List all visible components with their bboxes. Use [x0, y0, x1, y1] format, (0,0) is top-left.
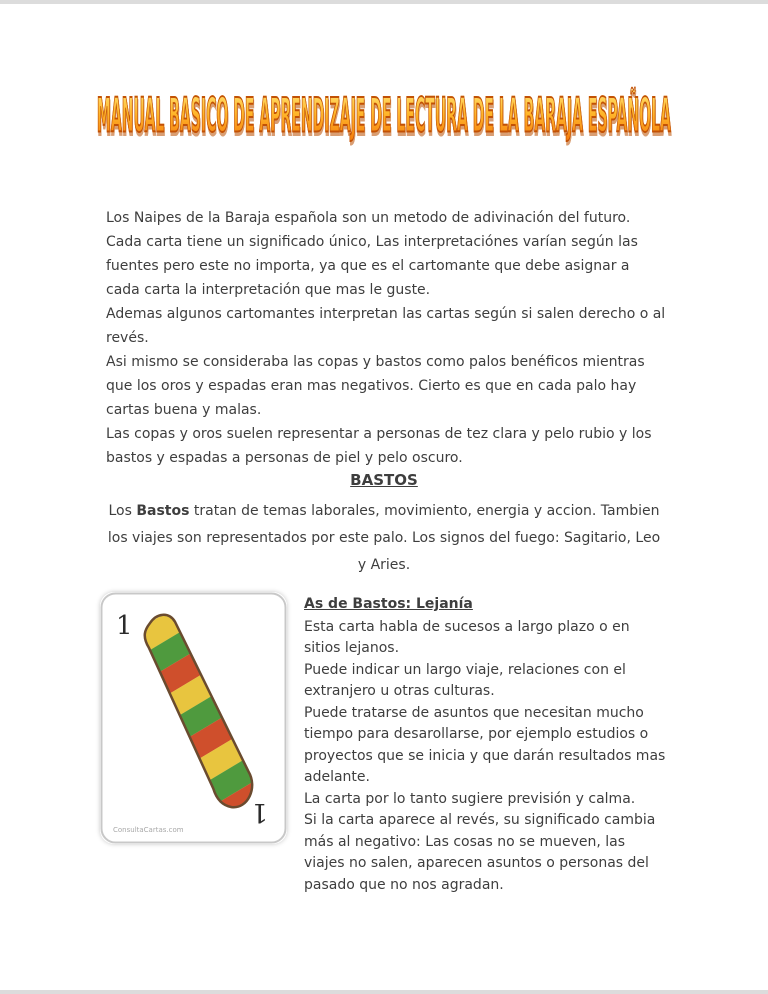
as-text-line: Puede indicar un largo viaje, relaciones con el [304, 661, 626, 678]
bastos-line1-pre: Los [108, 503, 137, 519]
intro-line: cada carta la interpretación que mas le guste. [106, 282, 431, 298]
bastos-paragraph-line: y Aries. [357, 557, 411, 573]
intro-line: que los oros y espadas eran mas negativos. Cierto es que en cada palo hay [106, 378, 637, 394]
as-text-line: extranjero u otras culturas. [304, 683, 495, 699]
bastos-paragraph [84, 498, 684, 579]
card-watermark: ConsultaCartas.com [113, 826, 184, 834]
as-text-line: La carta por lo tanto sugiere previsión y calma. [304, 790, 636, 807]
as-text-line: tiempo para desarollarse, por ejemplo estudios o [304, 726, 649, 742]
bastos-line1-post: tratan de temas laborales, movimiento, energia y accion. Tambien [189, 503, 660, 519]
as-text-line: más al negativo: Las cosas no se mueven, las [304, 833, 626, 850]
as-text-line: adelante. [304, 769, 370, 785]
bastos-paragraph-line: los viajes son representados por este palo. Los signos del fuego: Sagitario, Leo [107, 530, 661, 546]
title-container [0, 82, 768, 150]
as-text-line: proyectos que se inicia y que darán resultados mas [304, 747, 666, 764]
as-text-line: viajes no salen, aparecen asuntos o personas del [304, 855, 649, 871]
as-text-line: pasado que no nos agradan. [304, 876, 504, 893]
as-text-line: sitios lejanos. [304, 640, 400, 656]
intro-line: Ademas algunos cartomantes interpretan las cartas según si salen derecho o al [106, 306, 666, 322]
document-title: MANUAL BASICO DE APRENDIZAJE DE LECTURA DE LA BARAJA ESPAÑOLA [97, 88, 671, 144]
intro-line: cartas buena y malas. [106, 402, 262, 418]
bastos-section-heading: BASTOS [350, 471, 418, 489]
as-text-line: Si la carta aparece al revés, su significado cambia [304, 812, 656, 828]
intro-line: bastos y espadas a personas de piel y pelo oscuro. [106, 450, 463, 466]
bastos-paragraph-line [84, 498, 684, 525]
as-de-bastos-heading: As de Bastos: Lejanía [304, 596, 473, 612]
as-text-line: Puede tratarse de asuntos que necesitan mucho [304, 704, 644, 721]
card-rank-top-left: 1 [116, 611, 133, 641]
intro-line: Las copas y oros suelen representar a personas de tez clara y pelo rubio y los [106, 426, 652, 442]
as-text-line: Esta carta habla de sucesos a largo plazo o en [304, 618, 630, 635]
intro-line: revés. [106, 330, 149, 346]
card-illustration [100, 592, 287, 844]
bastos-line1-bold: Bastos [136, 503, 190, 519]
intro-line: Los Naipes de la Baraja española son un metodo de adivinación del futuro. [106, 210, 631, 226]
intro-line: fuentes pero este no importa, ya que es el cartomante que debe asignar a [106, 258, 630, 274]
card-rank-bottom-right: 1 [251, 797, 268, 827]
as-de-bastos-card-image [100, 592, 287, 844]
page-bottom-edge [0, 990, 768, 994]
intro-line: Cada carta tiene un significado único, Las interpretaciónes varían según las [106, 234, 638, 250]
page-top-edge [0, 0, 768, 4]
intro-line: Asi mismo se consideraba las copas y bastos como palos benéficos mientras [106, 354, 645, 370]
as-de-bastos-section [100, 592, 686, 896]
intro-paragraph [106, 206, 706, 470]
as-de-bastos-text [304, 592, 686, 896]
